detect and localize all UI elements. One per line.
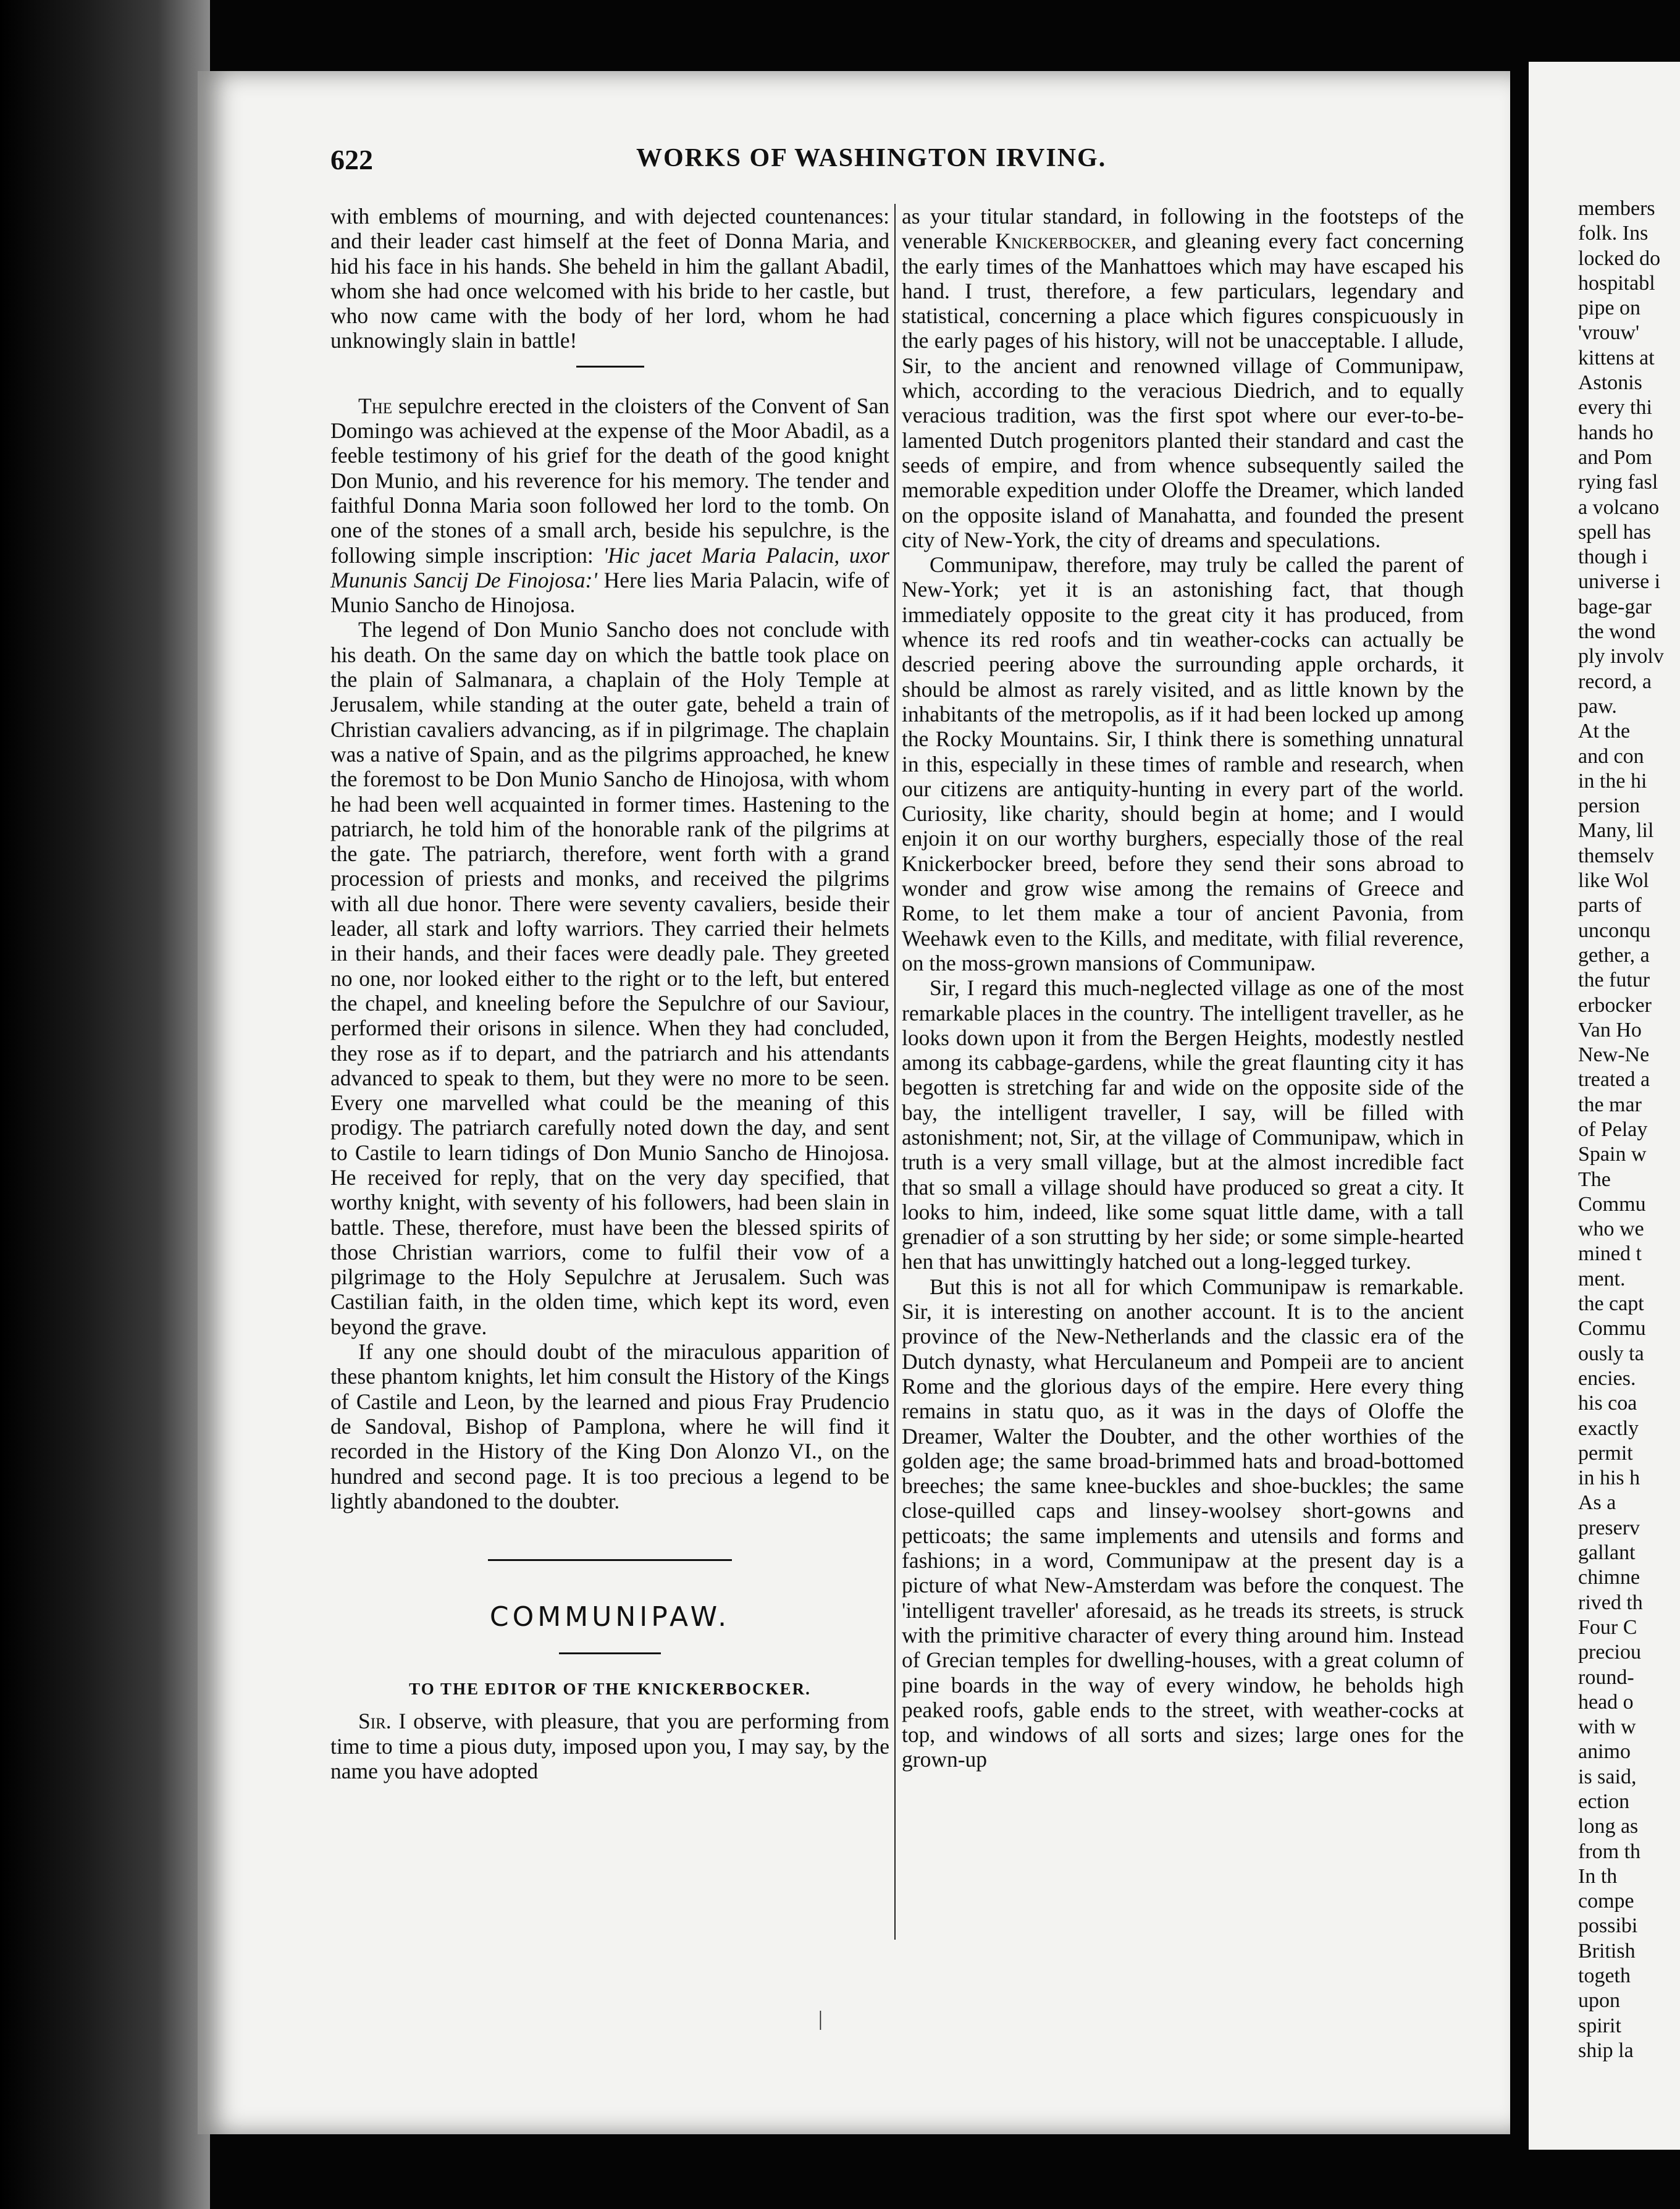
facing-page-line: from th bbox=[1578, 1840, 1641, 1863]
facing-page-line: themselv bbox=[1578, 844, 1654, 867]
left-column bbox=[330, 204, 889, 1783]
paragraph-lead: The bbox=[358, 393, 393, 418]
paragraph: If any one should doubt of the miraculous apparition of these phantom knights, let him consult the History of the Kings of Castile and Leon, by the learned and pious Fray Prudencio de Sandoval, Bishop of Pamplona, where he will find it recorded in the History of the King Don Alonzo VI., on the hundred and second page. It is too precious a legend to be lightly abandoned to the doubter. bbox=[330, 1339, 889, 1513]
paragraph bbox=[330, 393, 889, 618]
facing-page-line: compe bbox=[1578, 1890, 1634, 1913]
facing-page-line: animo bbox=[1578, 1740, 1631, 1764]
running-head: WORKS OF WASHINGTON IRVING. bbox=[636, 144, 1107, 172]
facing-page-line: spirit bbox=[1578, 2014, 1621, 2037]
facing-page-line: 'vrouw' bbox=[1578, 321, 1640, 345]
facing-page-line: folk. Ins bbox=[1578, 222, 1648, 245]
facing-page-line: who we bbox=[1578, 1218, 1644, 1241]
latin-inscription: 'Hic jacet Maria Palacin, uxor Mununis Sancij De Finojosa:' bbox=[330, 542, 890, 592]
paragraph-text: sepulchre erected in the cloisters of the Convent of San Domingo was achieved at the expense of the Moor Abadil, as a feeble testimony of his grief for the death of the good knight Don Munio, and his reverence for his memory. The tender and faithful Donna Maria soon followed her lord to the tomb. On one of the stones of a small arch, beside his sepulchre, is the following simple inscription: bbox=[330, 393, 889, 568]
paragraph: Sir, I regard this much-neglected village as one of the most remarkable places in the country. The intelligent traveller, as he looks down upon it from the Bergen Heights, modestly nestled among its cabbage-gardens, while the great flaunting city it has begotten is stretching far and wide on the opposite side of the bay, the intelligent traveller, I say, will be filled with astonishment; not, Sir, at the village of Communipaw, which in truth is a very small village, but at the almost incredible fact that so small a village should have produced so great a city. It looks to him, indeed, like some squat little dame, with a tall grenadier of a son strutting by her side; or some simple-hearted hen that has unwittingly hatched out a long-legged turkey. bbox=[902, 975, 1464, 1274]
facing-page-line: Four C bbox=[1578, 1615, 1637, 1639]
paragraph bbox=[902, 204, 1464, 552]
paragraph-text: I observe, with pleasure, that you are performing from time to time a pious duty, imposed upon you, I may say, by the name you have adopted bbox=[330, 1709, 889, 1784]
paragraph: The legend of Don Munio Sancho does not conclude with his death. On the same day on which the battle took place on the plain of Salmanara, a chaplain of the Holy Temple at Jerusalem, while standing at the outer gate, beheld a train of Christian cavaliers advancing, as if in pilgrimage. The chaplain was a native of Spain, and as the pilgrims approached, he knew the foremost to be Don Munio Sancho de Hinojosa, with whom he had been well acquainted in former times. Hastening to the patriarch, he told him of the honorable rank of the pilgrims at the gate. The patriarch, therefore, went forth with a grand procession of priests and monks, and received the pilgrims with all due honor. There were seventy cavaliers, beside their leader, all stark and lofty warriors. They carried their helmets in their hands, and their faces were deadly pale. They greeted no one, nor looked either to the right or to the left, but entered the chapel, and kneeling before the Sepulchre of our Saviour, performed their orisons in silence. When they had concluded, they rose as if to depart, and the patriarch and his attendants advanced to speak to them, but they were no more to be seen. Every one marvelled what could be the meaning of this prodigy. The patriarch carefully noted down the day, and sent to Castile to learn tidings of Don Munio Sancho de Hinojosa. He received for reply, that on the very day specified, that worthy knight, with seventy of his followers, had been slain in battle. These, therefore, must have been the blessed spirits of those Christian warriors, come to fulfil their vow of a pilgrimage to the Holy Sepulchre at Jerusalem. Such was Castilian faith, in the olden time, which kept its word, even beyond the grave. bbox=[330, 617, 889, 1339]
letter-heading: TO THE EDITOR OF THE KNICKERBOCKER. bbox=[409, 1680, 811, 1699]
facing-page-line: bage-gar bbox=[1578, 595, 1652, 618]
page-number: 622 bbox=[330, 144, 373, 175]
facing-page-line: with w bbox=[1578, 1715, 1636, 1739]
facing-page-line: ment. bbox=[1578, 1267, 1626, 1290]
facing-page-text bbox=[1578, 196, 1664, 2063]
facing-page-line: though i bbox=[1578, 545, 1648, 569]
facing-page-line: pipe on bbox=[1578, 297, 1641, 320]
facing-page-line: mined t bbox=[1578, 1242, 1642, 1266]
facing-page-line: in the hi bbox=[1578, 769, 1647, 793]
facing-page-line: togeth bbox=[1578, 1964, 1631, 1988]
facing-page-line: rying fasl bbox=[1578, 471, 1658, 494]
column-divider bbox=[894, 204, 896, 1940]
facing-page-line: members bbox=[1578, 197, 1655, 220]
facing-page-line: and con bbox=[1578, 744, 1644, 768]
facing-page-line: As a bbox=[1578, 1491, 1616, 1515]
facing-page-line: persion bbox=[1578, 794, 1640, 818]
facing-page-line: Commu bbox=[1578, 1192, 1646, 1216]
facing-page-line: the wond bbox=[1578, 620, 1656, 644]
facing-page-line: exactly bbox=[1578, 1416, 1639, 1440]
facing-page-line: ply involv bbox=[1578, 645, 1664, 668]
facing-page-line: every thi bbox=[1578, 396, 1652, 419]
facing-page-line: ously ta bbox=[1578, 1342, 1644, 1365]
facing-page-line: universe i bbox=[1578, 570, 1661, 594]
facing-page-line: In th bbox=[1578, 1864, 1618, 1888]
facing-page-line: erbocker bbox=[1578, 993, 1652, 1017]
paragraph: Communipaw, therefore, may truly be called the parent of New-York; yet it is an astonishing fact, that though immediately opposite to the great city it has produced, from whence its red roofs and tin weather-cocks can actually be descried peering above the surrounding apple orchards, it should be almost as rarely visited, and as little known by the inhabitants of the metropolis, as if it had been locked up among the Rocky Mountains. Sir, I think there is something unnatural in this, especially in these times of ramble and research, when our citizens are antiquity-hunting in every part of the world. Curiosity, like charity, should begin at home; and I would enjoin it on our worthy burghers, especially those of the real Knickerbocker breed, before they send their sons abroad to wonder and grow wise among the remains of Greece and Rome, to let them make a tour of ancient Pavonia, from Weehawk even to the Kills, and meditate, with filial reverence, on the moss-grown mansions of Communipaw. bbox=[902, 552, 1464, 975]
facing-page-line: locked do bbox=[1578, 246, 1661, 270]
folio-mark: | bbox=[818, 2008, 823, 2030]
facing-page-line: in his h bbox=[1578, 1466, 1640, 1490]
facing-page-line: the capt bbox=[1578, 1292, 1644, 1316]
facing-page-line: At the bbox=[1578, 720, 1631, 743]
facing-page-line: long as bbox=[1578, 1815, 1639, 1838]
paragraph: with emblems of mourning, and with dejected countenances: and their leader cast himself at the feet of Donna Maria, and hid his face in his hands. She beheld in him the gallant Abadil, whom she had once welcomed with his bride to her castle, but who now came with the body of her lord, whom he had unknowingly slain in battle! bbox=[330, 204, 889, 353]
section-divider bbox=[488, 1559, 732, 1561]
title-underline bbox=[559, 1652, 661, 1654]
facing-page-line: upon bbox=[1578, 1989, 1620, 2013]
facing-page-line: a volcano bbox=[1578, 495, 1660, 519]
facing-page-line: paw. bbox=[1578, 694, 1617, 718]
facing-page-line: permit bbox=[1578, 1441, 1633, 1465]
facing-page-line: ection bbox=[1578, 1790, 1630, 1813]
section-title: COMMUNIPAW. bbox=[489, 1601, 731, 1633]
facing-page-line: Astonis bbox=[1578, 371, 1642, 395]
book-spine bbox=[0, 0, 210, 2209]
facing-page-line: the futur bbox=[1578, 969, 1650, 992]
facing-page-line: head o bbox=[1578, 1690, 1634, 1714]
facing-page-line: Spain w bbox=[1578, 1143, 1647, 1166]
paragraph-lead: Sir. bbox=[358, 1709, 392, 1734]
facing-page-line: like Wol bbox=[1578, 869, 1649, 893]
right-column bbox=[902, 204, 1464, 1772]
facing-page-line: spell has bbox=[1578, 520, 1652, 544]
facing-page-line: Commu bbox=[1578, 1317, 1646, 1340]
facing-page-line: record, a bbox=[1578, 670, 1652, 693]
paragraph bbox=[330, 1709, 889, 1783]
facing-page-line: Many, lil bbox=[1578, 819, 1654, 843]
facing-page-line: of Pelay bbox=[1578, 1117, 1648, 1141]
facing-page-line: and Pom bbox=[1578, 445, 1652, 469]
paragraph-text: Here lies Maria Palacin, wife of Munio Sancho de Hinojosa. bbox=[330, 567, 889, 618]
facing-page-line: round- bbox=[1578, 1665, 1634, 1689]
facing-page-line: chimne bbox=[1578, 1566, 1640, 1589]
facing-page-line: British bbox=[1578, 1939, 1636, 1963]
facing-page-line: is said, bbox=[1578, 1765, 1637, 1788]
facing-page-line: New-Ne bbox=[1578, 1043, 1650, 1067]
facing-page-line: ship la bbox=[1578, 2039, 1634, 2062]
facing-page-line: unconqu bbox=[1578, 919, 1651, 942]
paragraph: But this is not all for which Communipaw is remarkable. Sir, it is interesting on another account. It is to the ancient province of the New-Netherlands and the classic era of the Dutch dynasty, what Herculaneum and Pompeii are to ancient Rome and the glorious days of the empire. Here every thing remains in statu quo, as it was in the days of Oloffe the Dreamer, Walter the Doubter, and the other worthies of the golden age; the same broad-brimmed hats and broad-bottomed breeches; the same knee-buckles and shoe-buckles; the same close-quilled caps and linsey-woolsey short-gowns and petticoats; the same implements and utensils and forms and fashions; in a word, Communipaw at the present day is a picture of what New-Amsterdam was before the conquest. The 'intelligent traveller' aforesaid, as he treads its streets, is struck with the primitive character of every thing around him. Instead of Grecian temples for dwelling-houses, with a great column of pine boards in the way of every window, he beholds high peaked roofs, gable ends to the street, with weather-cocks at top, and windows of all sorts and sizes; large ones for the grown-up bbox=[902, 1274, 1464, 1772]
facing-page-line: rived th bbox=[1578, 1591, 1643, 1614]
author-name: Knickerbocker bbox=[995, 229, 1132, 254]
facing-page-line: hands ho bbox=[1578, 421, 1653, 444]
facing-page-line: encies. bbox=[1578, 1366, 1636, 1390]
facing-page-line: The bbox=[1578, 1168, 1611, 1191]
paragraph-text: as your titular standard, in following in the footsteps of the venerable bbox=[902, 204, 1464, 254]
facing-page-line: preserv bbox=[1578, 1516, 1640, 1539]
facing-page-line: gether, a bbox=[1578, 943, 1650, 967]
facing-page-line: parts of bbox=[1578, 894, 1642, 917]
facing-page-line: Van Ho bbox=[1578, 1018, 1642, 1041]
facing-page-line: gallant bbox=[1578, 1541, 1636, 1565]
facing-page-line: the mar bbox=[1578, 1093, 1642, 1116]
facing-page-line: possibi bbox=[1578, 1914, 1638, 1938]
section-divider bbox=[576, 366, 644, 368]
facing-page-line: hospitabl bbox=[1578, 271, 1655, 295]
facing-page-line: treated a bbox=[1578, 1068, 1650, 1092]
facing-page-line: his coa bbox=[1578, 1392, 1637, 1415]
facing-page-line: kittens at bbox=[1578, 346, 1655, 369]
paragraph-text: , and gleaning every fact concerning the early times of the Manhattoes which may have escaped his hand. I trust, therefore, a few particulars, legendary and statistical, concerning a place which figures conspicuously in the early pages of his history, will not be unacceptable. I allude, Sir, to the ancient and renowned village of Communipaw, which, according to the veracious Diedrich, and to equally veracious tradition, was the first spot where our ever-to-be-lamented Dutch progenitors planted their standard and cast the seeds of empire, and from whence subsequently sailed the memorable expedition under Oloffe the Dreamer, which landed on the opposite island of Manahatta, and founded the present city of New-York, the city of dreams and speculations. bbox=[902, 229, 1464, 552]
facing-page-line: preciou bbox=[1578, 1641, 1641, 1664]
